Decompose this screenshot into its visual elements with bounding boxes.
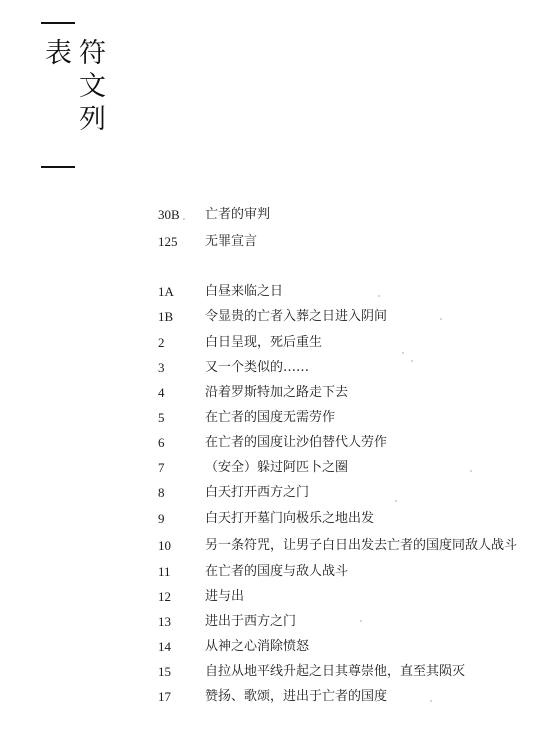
list-item bbox=[0, 357, 520, 379]
entry-title: （安全）躲过阿匹卜之圈 bbox=[205, 460, 349, 475]
entry-title: 进与出 bbox=[205, 589, 245, 604]
entry-number: 125 bbox=[158, 234, 178, 249]
list-item bbox=[0, 457, 520, 479]
list-item bbox=[0, 432, 520, 454]
entry-number: 11 bbox=[158, 564, 171, 579]
side-title-block bbox=[38, 22, 105, 168]
list-item bbox=[0, 661, 520, 683]
list-item bbox=[0, 482, 520, 504]
list-item bbox=[0, 611, 520, 633]
scan-speck bbox=[183, 218, 185, 220]
list-item bbox=[0, 535, 520, 557]
entry-number: 17 bbox=[158, 689, 171, 704]
entry-number: 9 bbox=[158, 511, 165, 526]
entry-title: 白天打开墓门向极乐之地出发 bbox=[205, 511, 375, 526]
entry-title: 另一条符咒，让男子白日出发去亡者的国度同敌人战斗 bbox=[205, 538, 518, 553]
entry-title: 从神之心消除愤怒 bbox=[205, 639, 310, 654]
entry-title: 亡者的审判 bbox=[205, 207, 271, 222]
entry-title: 白昼来临之日 bbox=[205, 284, 284, 299]
scan-speck bbox=[378, 295, 380, 297]
page-title: 符文列表 bbox=[40, 38, 105, 137]
entry-number: 4 bbox=[158, 385, 165, 400]
entry-number: 10 bbox=[158, 538, 171, 553]
entry-title: 赞扬、歌颂，进出于亡者的国度 bbox=[205, 689, 388, 704]
scan-speck bbox=[440, 318, 442, 320]
entry-title: 沿着罗斯特加之路走下去 bbox=[205, 385, 349, 400]
list-item bbox=[0, 407, 520, 429]
entry-number: 15 bbox=[158, 664, 171, 679]
entry-number: 2 bbox=[158, 335, 165, 350]
list-item bbox=[0, 636, 520, 658]
list-item bbox=[0, 306, 520, 328]
entry-number: 6 bbox=[158, 435, 165, 450]
title-top-rule bbox=[41, 22, 75, 24]
entry-title: 自拉从地平线升起之日其尊崇他，直至其陨灭 bbox=[205, 664, 466, 679]
scan-speck bbox=[411, 360, 413, 362]
entry-number: 1B bbox=[158, 309, 174, 324]
entry-title: 白天打开西方之门 bbox=[205, 485, 310, 500]
entry-title: 又一个类似的…… bbox=[205, 360, 310, 375]
list-item bbox=[0, 231, 520, 253]
list-item bbox=[0, 382, 520, 404]
entry-title: 在亡者的国度与敌人战斗 bbox=[205, 564, 349, 579]
entry-number: 7 bbox=[158, 460, 165, 475]
entry-title: 在亡者的国度让沙伯替代人劳作 bbox=[205, 435, 388, 450]
list-item bbox=[0, 204, 520, 226]
scan-speck bbox=[360, 620, 362, 622]
entry-number: 1A bbox=[158, 284, 174, 299]
list-item bbox=[0, 281, 520, 303]
list-item bbox=[0, 561, 520, 583]
list-item bbox=[0, 586, 520, 608]
entry-title: 无罪宣言 bbox=[205, 234, 258, 249]
entry-number: 3 bbox=[158, 360, 165, 375]
entry-title: 在亡者的国度无需劳作 bbox=[205, 410, 336, 425]
scan-speck bbox=[470, 470, 472, 472]
entry-number: 5 bbox=[158, 410, 165, 425]
entry-title: 白日呈现，死后重生 bbox=[205, 335, 323, 350]
title-bottom-rule bbox=[41, 166, 75, 168]
entry-number: 12 bbox=[158, 589, 171, 604]
list-item bbox=[0, 686, 520, 708]
entry-number: 13 bbox=[158, 614, 171, 629]
list-item bbox=[0, 508, 520, 530]
entry-number: 30B bbox=[158, 207, 180, 222]
entry-title: 进出于西方之门 bbox=[205, 614, 297, 629]
list-item bbox=[0, 332, 520, 354]
scan-speck bbox=[402, 352, 404, 354]
entry-title: 令显贵的亡者入葬之日进入阴间 bbox=[205, 309, 388, 324]
entry-number: 14 bbox=[158, 639, 171, 654]
scan-speck bbox=[430, 700, 432, 702]
entry-number: 8 bbox=[158, 485, 165, 500]
scan-speck bbox=[395, 500, 397, 502]
